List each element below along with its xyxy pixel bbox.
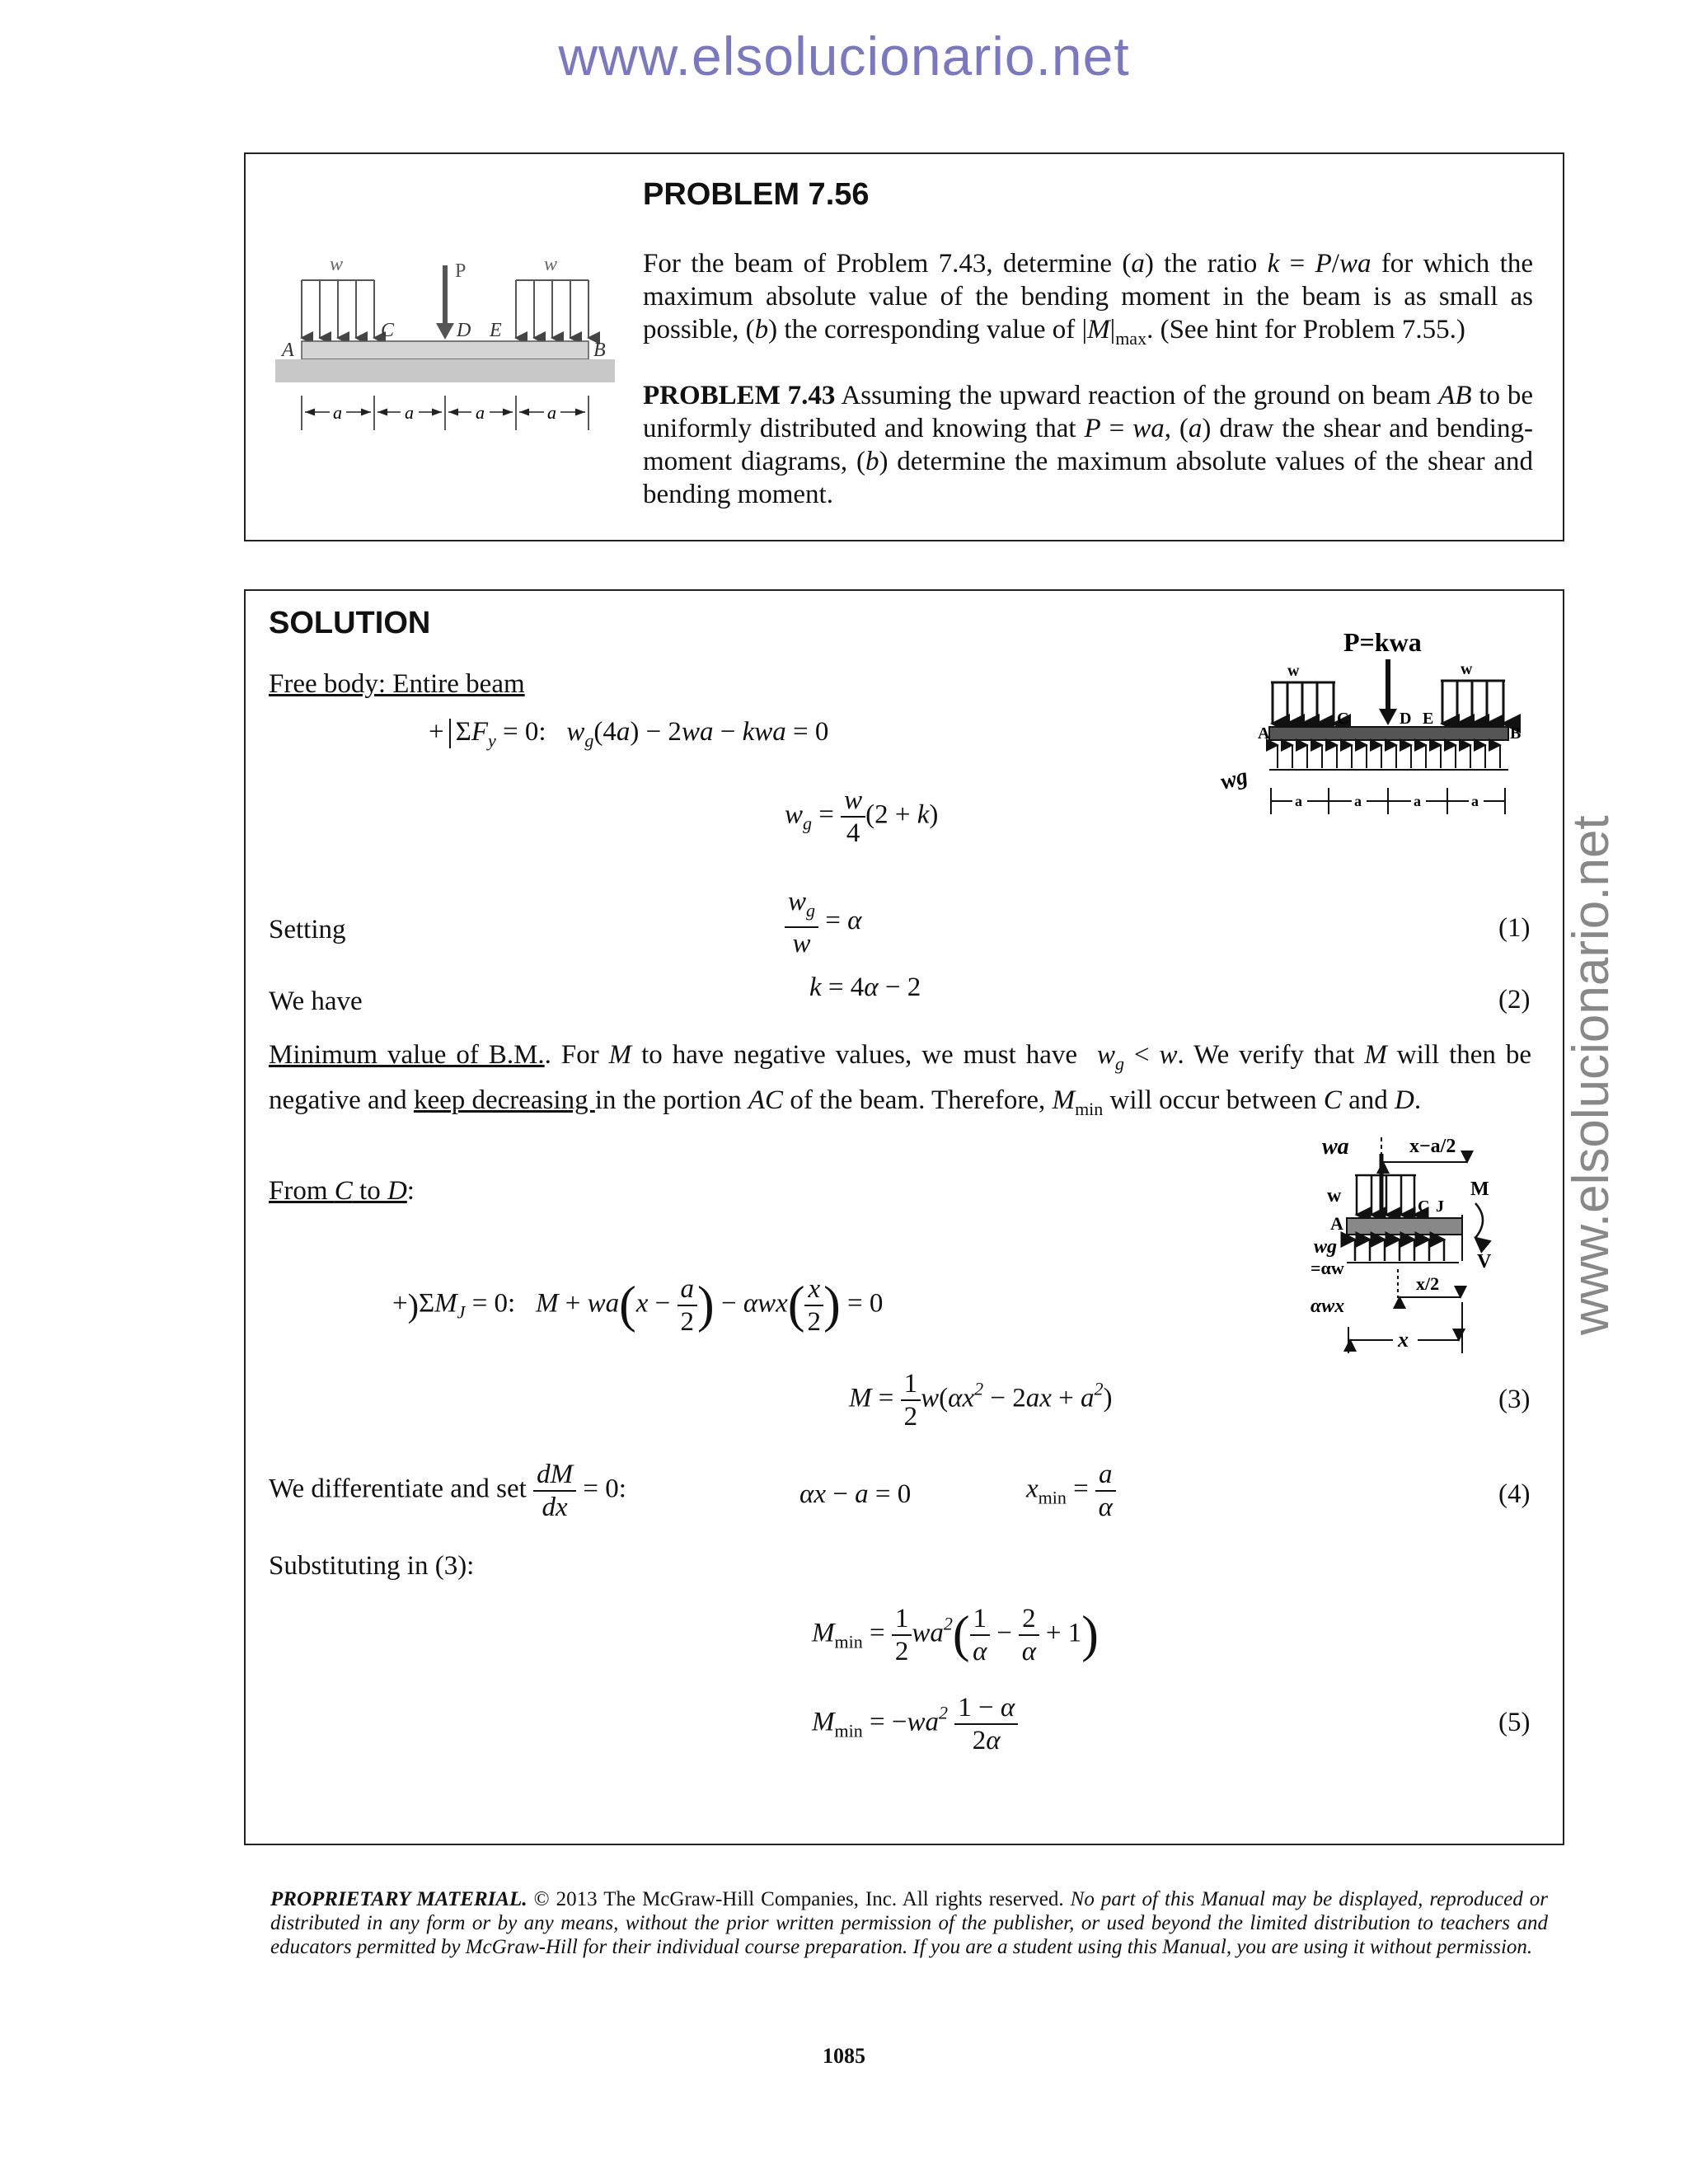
- page-number: 1085: [823, 2044, 865, 2068]
- watermark-side: www.elsolucionario.net: [1563, 815, 1620, 1335]
- from-c-to-d: From C to D:: [269, 1176, 415, 1206]
- footer-bold: PROPRIETARY MATERIAL.: [270, 1888, 528, 1910]
- watermark-top: www.elsolucionario.net: [558, 26, 1130, 87]
- we-have-label: We have: [269, 987, 363, 1016]
- sketch2-label-x2: x/2: [1416, 1273, 1440, 1294]
- eq-wg: $w_g$ = $\frac{w}{4}$ (2 + k): [785, 785, 939, 848]
- footer-italic: No part of this Manual may be displayed, reproduced or distributed in any form or by any means, without the prior written permission of the publisher, or used beyond the limited distribution to teachers and educators permitted by McGraw-Hill for their individual course preparation. If you are a student using this Manual, you are using it without permission.: [270, 1888, 1548, 1958]
- differentiate-text: We differentiate and set $\frac{dM}{dx}$ = 0:: [269, 1460, 626, 1522]
- eq-5: $M_{min} = -wa^2$ $\frac{1 - \alpha}{2\alpha}$: [812, 1692, 1018, 1756]
- sketch1-label-p: P=kwa: [1343, 627, 1422, 657]
- fig-dim-a-4: a: [547, 402, 556, 423]
- fig-label-p: P: [455, 260, 467, 282]
- sketch2-label-v: V: [1477, 1251, 1492, 1272]
- sketch2-label-wa: wa: [1322, 1134, 1349, 1160]
- sketch2-label-w: w: [1327, 1185, 1342, 1207]
- fig-dim-a-3: a: [476, 402, 485, 423]
- eq-3-number: (3): [1498, 1385, 1531, 1414]
- eq-3: M = $\frac{1}{2}$ $w(\alpha x^2 - 2ax + a^2)$: [849, 1369, 1113, 1432]
- sketch1-label-wg: wg: [1217, 763, 1251, 795]
- min-value-heading: Minimum value of B.M.: [269, 1040, 545, 1070]
- sketch1-dim-a-4: a: [1471, 793, 1479, 809]
- eq-4a: αx − a = 0: [799, 1479, 912, 1509]
- sketch2-label-j: J: [1436, 1197, 1444, 1216]
- sketch2-label-c: C: [1418, 1197, 1430, 1216]
- free-body-sketch-2: [1311, 1129, 1517, 1376]
- problem-ref-title: PROBLEM 7.43: [643, 381, 836, 410]
- min-value-paragraph: Minimum value of B.M.. For M to have negative values, we must have $w_g < w$. We verify that M will then be negative and keep decreasing in the portion AC of the beam. Therefore, $M_{min}$ will occur between C and D.: [269, 1040, 1531, 1119]
- sketch2-label-wg: wg: [1314, 1236, 1338, 1258]
- sketch1-label-d: D: [1400, 710, 1412, 728]
- problem-title: PROBLEM 7.56: [643, 177, 870, 212]
- eq-1-number: (1): [1498, 913, 1531, 943]
- substituting-label: Substituting in (3):: [269, 1551, 475, 1581]
- footer-normal: © 2013 The McGraw-Hill Companies, Inc. All rights reserved.: [527, 1888, 1071, 1910]
- sketch1-label-c: C: [1337, 710, 1349, 728]
- differentiate-label: We differentiate and set: [269, 1474, 527, 1504]
- problem-beam-figure: [272, 247, 626, 445]
- problem-statement: For the beam of Problem 7.43, determine (a) the ratio k = P/wa for which the maximum absolute value of the bending moment in the beam is as small as possible, (b) the corresponding value of $|M|_{max}$. (See hint for Problem 7.55.): [643, 249, 1533, 349]
- sketch2-label-alpha-wx: αwx: [1311, 1296, 1345, 1317]
- eq-sum-mj: $+)\Sigma M_J = 0$: M + wa(x − $\frac{a}{2}$ ) − αwx( $\frac{x}{2}$ ) = 0: [392, 1274, 884, 1337]
- fig-label-c: C: [381, 320, 395, 341]
- sketch1-label-b: B: [1510, 724, 1522, 743]
- sketch2-label-alpha-w: =αw: [1311, 1258, 1344, 1278]
- eq-4b: $x_{min}$ = $\frac{a}{\alpha}$: [1026, 1459, 1116, 1523]
- free-body-sketch-1: [1212, 626, 1525, 832]
- eq-4-number: (4): [1498, 1479, 1531, 1509]
- sketch2-label-a: A: [1330, 1213, 1343, 1234]
- keep-decreasing: keep decreasing: [413, 1085, 595, 1115]
- eq-mmin-1: $M_{min}$ = $\frac{1}{2}$ $wa^2$( $\frac{1}{\alpha}$ − $\frac{2}{\alpha}$ + 1): [812, 1604, 1099, 1666]
- setting-label: Setting: [269, 915, 346, 944]
- sketch1-label-a: A: [1258, 724, 1270, 743]
- sketch2-label-m: M: [1470, 1179, 1489, 1200]
- eq-1: $\frac{w_g}{w}$ = α: [785, 886, 861, 959]
- sketch1-label-w-right: w: [1461, 660, 1473, 678]
- fig-label-a: A: [282, 340, 294, 361]
- sketch2-label-x: x: [1398, 1328, 1409, 1352]
- sketch1-label-w-left: w: [1287, 662, 1300, 680]
- eq-5-number: (5): [1498, 1708, 1531, 1737]
- fig-dim-a-1: a: [333, 402, 342, 423]
- sketch1-dim-a-3: a: [1414, 793, 1421, 809]
- sketch1-dim-a-1: a: [1295, 793, 1302, 809]
- sketch1-label-e: E: [1423, 710, 1434, 728]
- solution-heading: SOLUTION: [269, 606, 431, 640]
- sketch2-label-x-a2: x−a/2: [1409, 1136, 1456, 1157]
- fig-label-d: D: [457, 320, 471, 341]
- sketch1-dim-a-2: a: [1354, 793, 1362, 809]
- fig-label-b: B: [593, 340, 606, 361]
- problem-ref-statement: PROBLEM 7.43 Assuming the upward reaction of the ground on beam AB to be uniformly distributed and knowing that P = wa, (a) draw the shear and bending-moment diagrams, (b) determine the maximum absolute values of the shear and bending moment.: [643, 381, 1534, 509]
- fig-label-w-right: w: [544, 254, 558, 275]
- eq-sum-fy: + $\Sigma F_y = 0$: $w_g(4a) - 2wa$ − kwa = 0: [429, 717, 829, 751]
- fig-label-w-left: w: [330, 254, 344, 275]
- fig-label-e: E: [490, 320, 502, 341]
- eq-2: k = 4α − 2: [809, 972, 921, 1002]
- fig-dim-a-2: a: [405, 402, 414, 423]
- eq-2-number: (2): [1498, 985, 1531, 1015]
- footer-copyright: [270, 1887, 1548, 1959]
- free-body-heading: Free body: Entire beam: [269, 669, 525, 699]
